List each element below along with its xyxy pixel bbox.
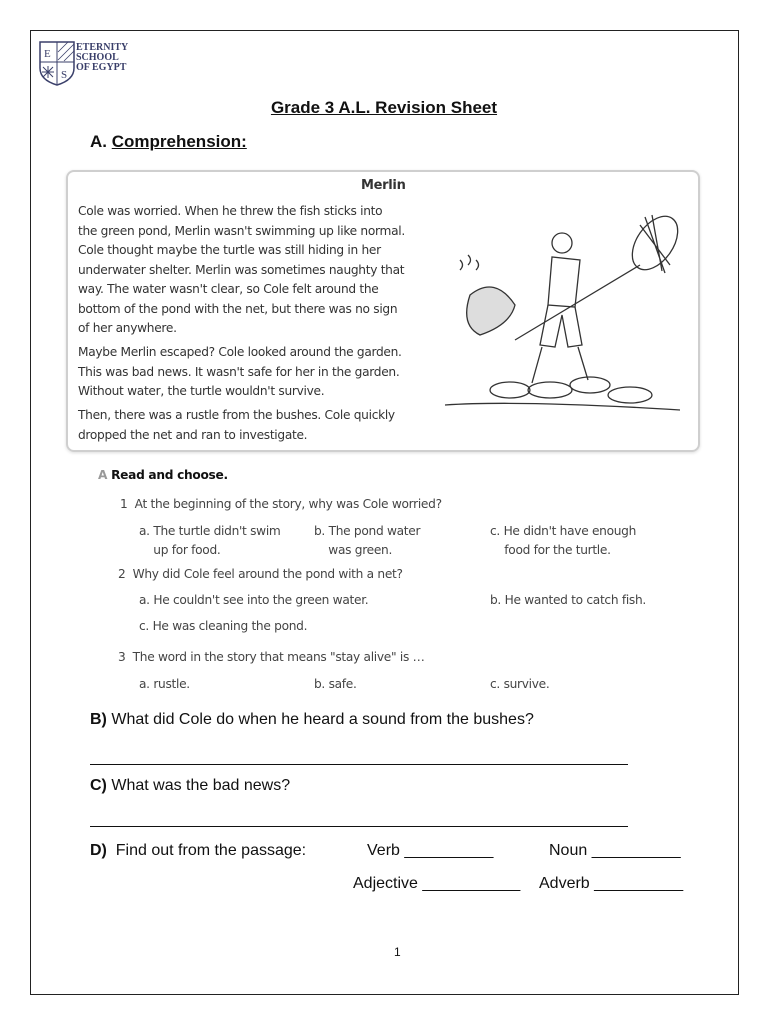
passage-title: Merlin xyxy=(361,178,406,193)
option-1a[interactable]: a. The turtle didn't swim up for food. xyxy=(139,524,281,557)
question-number: 3 xyxy=(118,650,126,664)
passage-line: the green pond, Merlin wasn't swimming up like normal. xyxy=(78,223,405,238)
page-title xyxy=(0,98,768,118)
section-prefix: A. xyxy=(90,132,107,151)
verb-blank[interactable]: Verb __________ xyxy=(367,842,494,859)
section-a-heading xyxy=(90,132,247,152)
answer-line-c[interactable] xyxy=(90,826,628,827)
option-1c[interactable]: c. He didn't have enough food for the turtle. xyxy=(490,524,637,557)
exercise-label: Read and choose. xyxy=(111,468,228,482)
option-3a[interactable]: a. rustle. xyxy=(139,677,190,691)
option-3b[interactable]: b. safe. xyxy=(314,677,357,691)
adverb-blank[interactable]: Adverb __________ xyxy=(539,875,684,892)
question-d: D) Find out from the passage: xyxy=(90,842,307,859)
answer-line-b[interactable] xyxy=(90,764,628,765)
boy-with-net-illustration xyxy=(440,205,690,425)
passage-line: bottom of the pond with the net, but there was no sign xyxy=(78,301,398,316)
question-number: 2 xyxy=(118,567,126,581)
question-text: At the beginning of the story, why was Cole worried? xyxy=(134,497,442,511)
adjective-blank[interactable]: Adjective ___________ xyxy=(353,875,521,892)
title-text: Grade 3 A.L. Revision Sheet xyxy=(270,98,498,117)
logo-s: S xyxy=(61,69,68,81)
passage-line: way. The water wasn't clear, so Cole felt around the xyxy=(78,282,379,296)
passage-line: Maybe Merlin escaped? Cole looked around the garden. xyxy=(78,345,402,359)
passage-line: Cole thought maybe the turtle was still hiding in her xyxy=(78,243,381,257)
option-3c[interactable]: c. survive. xyxy=(490,677,550,691)
noun-blank[interactable]: Noun __________ xyxy=(549,842,681,859)
passage-line: underwater shelter. Merlin was sometimes naughty that xyxy=(78,262,405,277)
school-name-line: SCHOOL xyxy=(76,52,119,63)
option-2b[interactable]: b. He wanted to catch fish. xyxy=(490,593,646,607)
question-number: 1 xyxy=(120,497,128,511)
passage-line: This was bad news. It wasn't safe for her in the garden. xyxy=(78,364,400,379)
question-b: B) What did Cole do when he heard a sound from the bushes? xyxy=(90,711,534,728)
school-name-line: ETERNITY xyxy=(76,42,129,53)
option-1b[interactable]: b. The pond water was green. xyxy=(314,524,421,557)
school-name-line: OF EGYPT xyxy=(76,62,127,73)
page-number: 1 xyxy=(394,945,401,959)
option-2a[interactable]: a. He couldn't see into the green water. xyxy=(139,593,369,607)
passage-line: Without water, the turtle wouldn't survive. xyxy=(78,384,325,398)
exercise-letter: A xyxy=(98,468,108,482)
logo-e: E xyxy=(44,48,51,60)
passage-line: Cole was worried. When he threw the fish sticks into xyxy=(78,204,383,218)
section-label: Comprehension: xyxy=(111,132,247,151)
question-text: Why did Cole feel around the pond with a net? xyxy=(132,567,403,581)
passage-line: of her anywhere. xyxy=(78,321,177,335)
option-2c[interactable]: c. He was cleaning the pond. xyxy=(139,619,308,633)
question-text: The word in the story that means "stay alive" is … xyxy=(132,650,425,664)
passage-line: dropped the net and ran to investigate. xyxy=(78,427,308,442)
school-name xyxy=(76,43,128,73)
passage-line: Then, there was a rustle from the bushes. Cole quickly xyxy=(78,408,395,422)
question-c: C) What was the bad news? xyxy=(90,777,291,794)
